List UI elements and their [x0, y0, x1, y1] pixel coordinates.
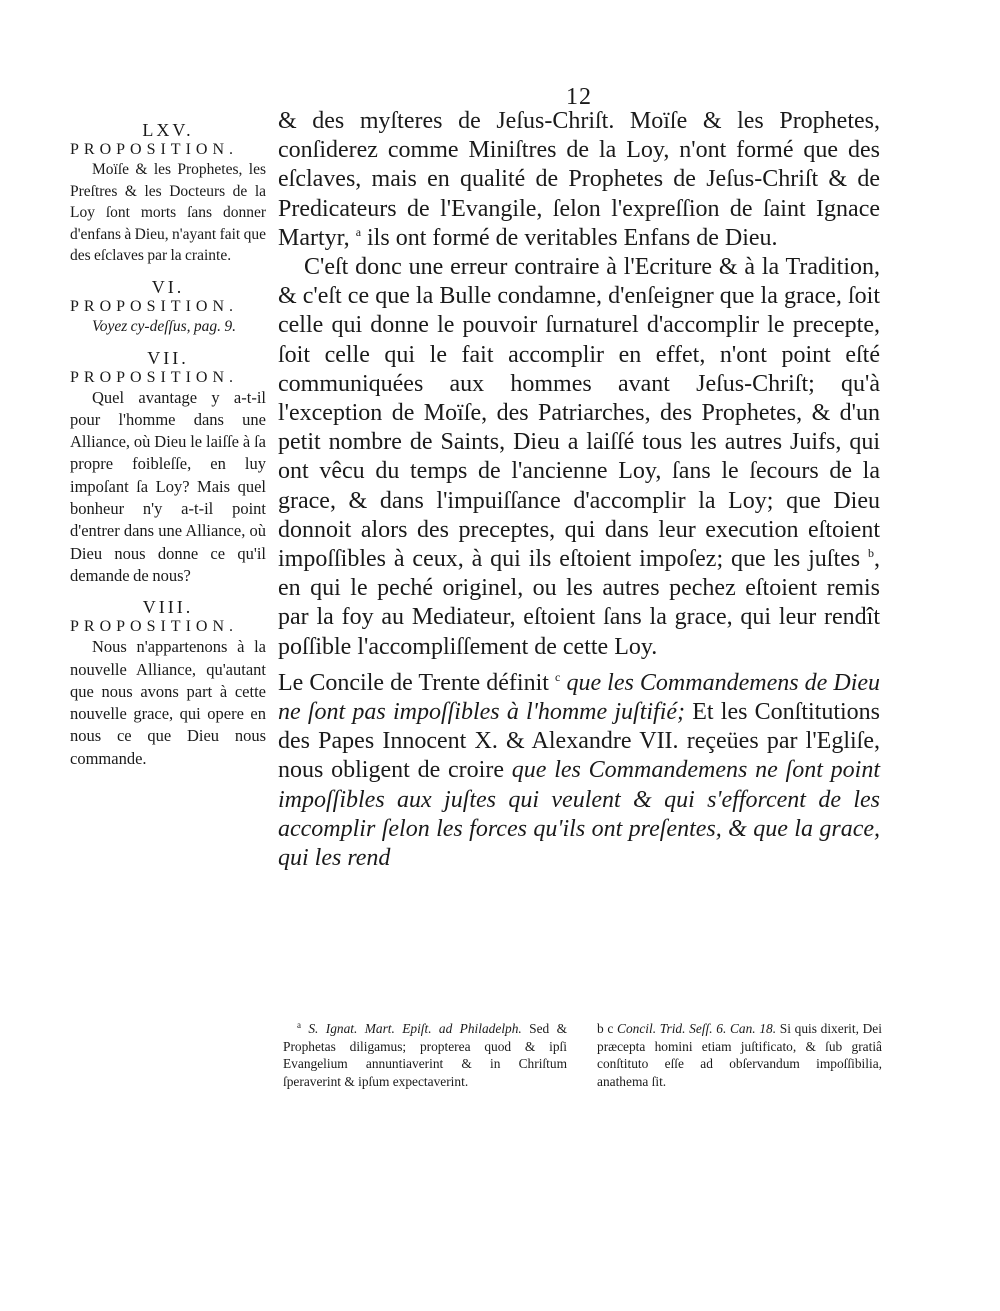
- footnote-a: $^a$ S. Ignat. Mart. Epiſt. ad Philadelph. Sed & Prophetas diligamus; propterea quod & ipſi Evangelium annuntiaverint & in Chriſtum ſperaverint & ipſum expectaverint.: [283, 1020, 567, 1089]
- main-text: [278, 107, 880, 873]
- margin-note-vi: [70, 277, 266, 338]
- paragraph-3: Le Concile de Trente définit $^c$ que les Commandemens de Dieu ne ſont pas impoſſibles à l'homme juſtifié; Et les Conſtitutions des Papes Innocent X. & Alexandre VII. reçeües par l'Egliſe, nous obligent de croire que les Commandemens ne ſont point impoſſibles aux juſtes qui veulent & qui s'efforcent de les accomplir ſelon les forces qu'ils ont preſentes, & que la grace, qui les rend: [278, 669, 881, 872]
- proposition-text: Voyez cy-deſſus, pag. 9.: [92, 317, 236, 335]
- proposition-number: VI.: [151, 276, 185, 297]
- footnote-text: Sed & Prophetas diligamus; propterea quod & ipſi Evangelium annuntiaverint & in Chriſtum ſperaverint & ipſum expectaverint.: [283, 1021, 567, 1089]
- paragraph-1: & des myſteres de Jeſus-Chriſt. Moïſe & les Prophetes, conſiderez comme Miniſtres de la Loy, n'ont formé que des eſclaves, mais en qualité de Prophetes de Jeſus-Chriſt & de Predicateurs de l'Evangile, ſelon l'expreſſion de ſaint Ignace Martyr, $^a$ ils ont formé de veritables Enfans de Dieu.: [278, 108, 880, 251]
- proposition-text: Quel avantage y a-t-il pour l'homme dans une Alliance, où Dieu le laiſſe à ſa propre foibleſſe, en luy impoſant ſa Loy? Mais quel bonheur n'y a-t-il point d'entrer dans une Alliance, où Dieu nous donne ce qu'il demande de nous?: [70, 387, 266, 585]
- proposition-number: LXV.: [142, 120, 194, 140]
- footnote-reference: S. Ignat. Mart. Epiſt. ad Philadelph.: [308, 1021, 522, 1036]
- proposition-heading: PROPOSITION.: [70, 618, 239, 636]
- margin-note-vii: [70, 348, 266, 588]
- paragraph-2: C'eſt donc une erreur contraire à l'Ecriture & à la Tradition, & c'eſt ce que la Bulle condamne, d'enſeigner que la grace, ſoit celle qui donne le pouvoir ſurnaturel d'accomplir le precepte, ſoit celle qui le fait accomplir en effet, n'ont point eſté communiquées aux hommes avant Jeſus-Chriſt; qu'à l'exception de Moïſe, des Patriarches, des Prophetes, & d'un petit nombre de Saints, Dieu a laiſſé tous les autres Juifs, qui ont vêcu du temps de l'ancienne Loy, ſans le ſecours de la grace, & dans l'impuiſſance d'accomplir la Loy; que Dieu donnoit alors des preceptes, qui dans leur execution eſtoient impoſſibles à ceux, à qui ils eſtoient impoſez; que les juſtes $^b$, en qui le peché originel, ou les autres pechez eſtoient remis par la foy au Mediateur, eſtoient ſans la grace, qui leur rendît poſſible l'accompliſſement de cette Loy.: [278, 254, 880, 660]
- proposition-text: Moïſe & les Prophetes, les Preſtres & les Docteurs de la Loy ſont morts ſans donner d'enfans à Dieu, n'ayant fait que des eſclaves par la crainte.: [70, 161, 266, 265]
- footnote-text: Si quis dixerit, Dei præcepta homini etiam juſtificato, & ſub gratiâ conſtituto eſſe ad obſervandum impoſſibilia, anathema ſit.: [597, 1021, 882, 1089]
- footnote-marker-c: c: [555, 669, 561, 684]
- proposition-text: Nous n'appartenons à la nouvelle Alliance, qu'autant que nous avons part à cette nouvelle grace, qui opere en nous ce que Dieu nous commande.: [70, 637, 266, 768]
- margin-note-lxv: [70, 120, 266, 267]
- margin-note-viii: [70, 597, 266, 770]
- footnote-marker-b: b: [868, 546, 874, 561]
- footnote-marker-a: a: [355, 224, 362, 239]
- proposition-heading: PROPOSITION.: [70, 368, 239, 386]
- footnote-b: b c Concil. Trid. Seſſ. 6. Can. 18. Si quis dixerit, Dei præcepta homini etiam juſtificato, & ſub gratiâ conſtituto eſſe ad obſervandum impoſſibilia, anathema ſit.: [597, 1021, 882, 1089]
- proposition-number: VII.: [147, 347, 189, 368]
- footnote-reference: Concil. Trid. Seſſ. 6. Can. 18.: [617, 1021, 777, 1036]
- page-number: 12: [566, 84, 592, 110]
- proposition-heading: PROPOSITION.: [70, 297, 239, 315]
- margin-notes: [70, 118, 266, 780]
- proposition-heading: PROPOSITION.: [70, 141, 239, 158]
- proposition-number: VIII.: [142, 597, 194, 618]
